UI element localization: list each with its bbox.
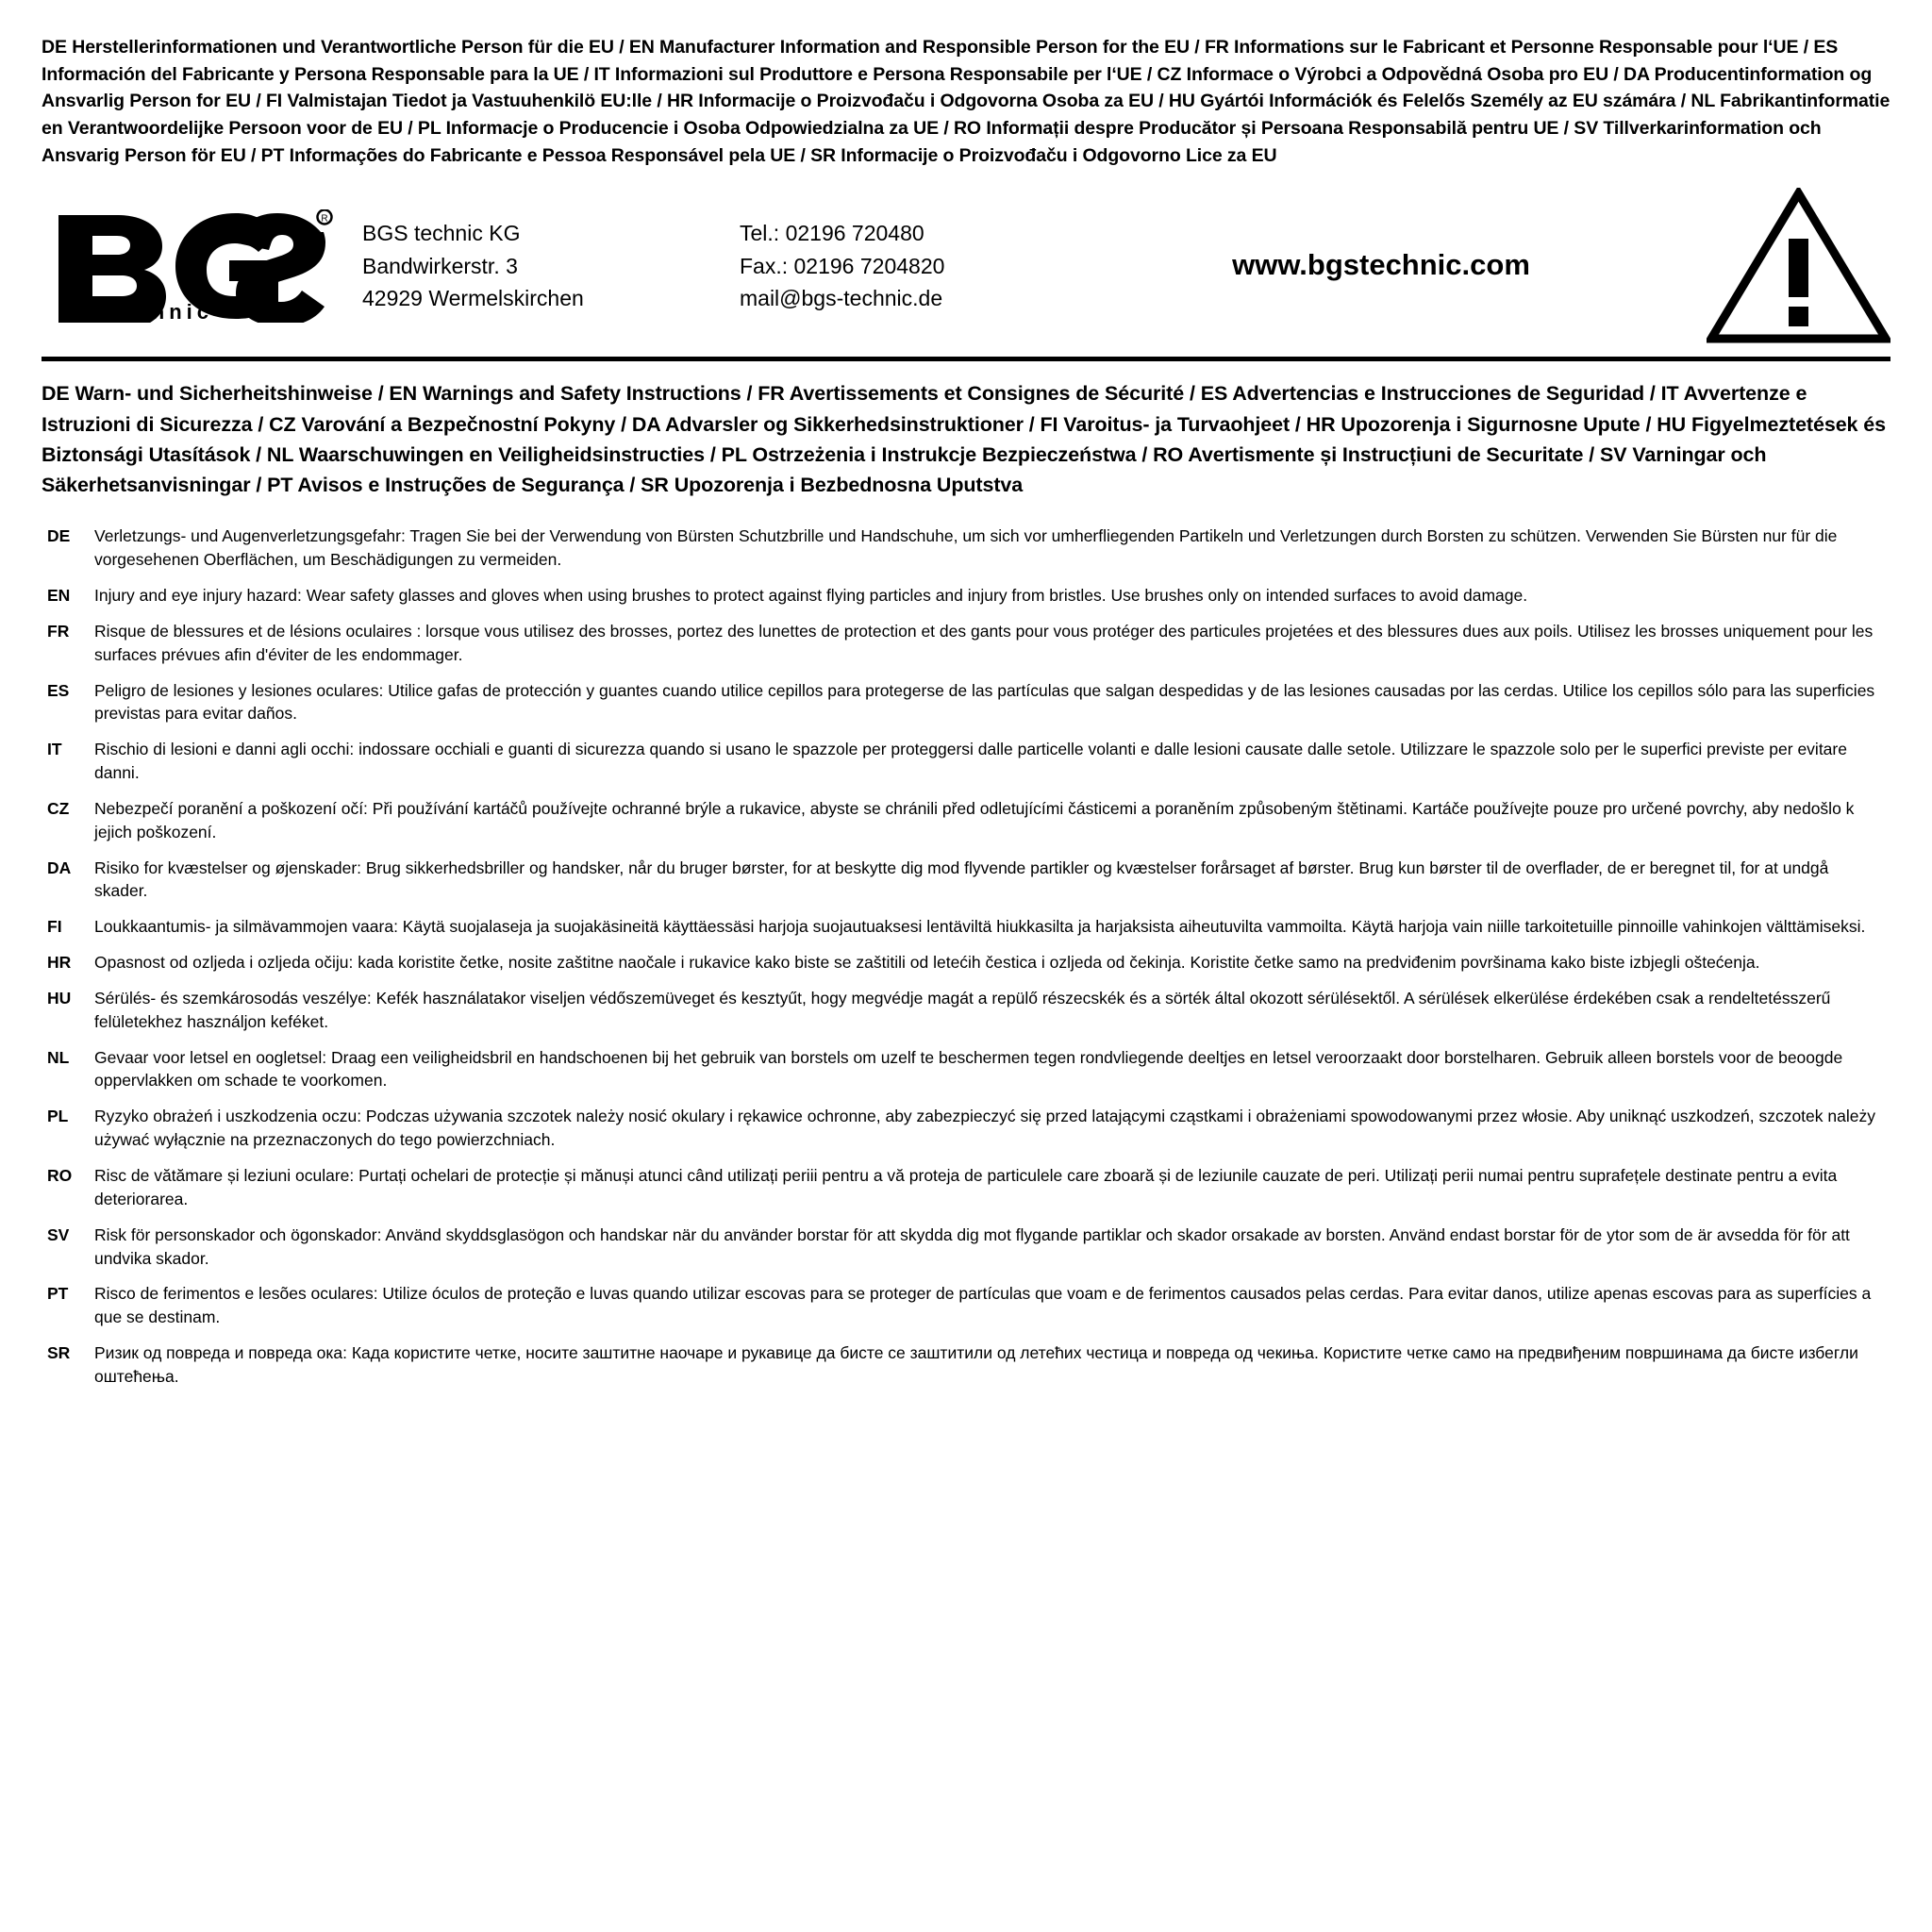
list-item bbox=[42, 797, 1890, 844]
list-item bbox=[42, 1282, 1890, 1329]
list-item bbox=[42, 620, 1890, 667]
language-code: ES bbox=[47, 680, 70, 700]
svg-text:technic: technic bbox=[108, 299, 214, 323]
language-text: Ризик од повреда и повреда ока: Када користите четке, носите заштитне наочаре и рукавице да бисте се заштитили од летећих честица и повреда од чекиња. Користите четке само на предвиђеним површинама да бисте избегли оштећења. bbox=[94, 1343, 1858, 1386]
language-text: Injury and eye injury hazard: Wear safety glasses and gloves when using brushes to protect against flying particles and injury from bristles. Use brushes only on intended surfaces to avoid damage. bbox=[94, 585, 1528, 605]
company-fax: Fax.: 02196 7204820 bbox=[740, 253, 945, 278]
company-tel: Tel.: 02196 720480 bbox=[740, 221, 924, 246]
bgs-logo-graphic bbox=[51, 209, 334, 323]
language-code: HR bbox=[47, 953, 72, 973]
language-text: Ryzyko obrażeń i uszkodzenia oczu: Podczas używania szczotek należy nosić okulary i rękawice ochronne, aby zabezpieczyć się przed latającymi cząstkami i obrażeniami spowodowanymi przez włosie. Aby uniknąć uszkodzeń, szczotek należy używać wyłącznie na przeznaczonych do tego powierzchniach. bbox=[94, 1107, 1875, 1150]
registered-trademark-icon bbox=[318, 209, 332, 224]
list-item bbox=[42, 987, 1890, 1034]
list-item bbox=[42, 584, 1890, 608]
list-item bbox=[42, 1164, 1890, 1211]
language-code: HU bbox=[47, 988, 72, 1008]
language-text: Risco de ferimentos e lesões oculares: Utilize óculos de proteção e luvas quando utilizar escovas para se proteger de partículas que voam e de ferimentos causados pelas cerdas. Para evitar danos, utilize apenas escovas para as superfícies a que se destinam. bbox=[94, 1284, 1872, 1327]
language-text: Verletzungs- und Augenverletzungsgefahr: Tragen Sie bei der Verwendung von Bürsten Schutzbrille und Handschuhe, um sich vor umherfliegenden Partikeln und Verletzungen durch Borsten zu schützen. Verwenden Sie Bürsten nur für die vorgesehenen Oberflächen, um Beschädigungen zu vermeiden. bbox=[94, 526, 1838, 570]
company-city: 42929 Wermelskirchen bbox=[362, 286, 584, 311]
list-item bbox=[42, 679, 1890, 726]
language-code: IT bbox=[47, 740, 62, 759]
list-item bbox=[42, 738, 1890, 785]
bgs-logo bbox=[42, 209, 353, 323]
language-code: EN bbox=[47, 585, 71, 605]
language-code: RO bbox=[47, 1166, 73, 1185]
safety-instructions-list bbox=[42, 525, 1890, 1388]
list-item bbox=[42, 857, 1890, 904]
company-address bbox=[362, 217, 740, 315]
warning-triangle-icon bbox=[1692, 188, 1890, 343]
language-text: Risiko for kvæstelser og øjenskader: Brug sikkerhedsbriller og handsker, når du bruger børster, for at beskytte dig mod flyvende partikler og kvæstelser forårsaget af børster. Brug kun børster til de overflader, de er beregnet til, for at undgå skader. bbox=[94, 858, 1829, 901]
language-code: CZ bbox=[47, 798, 70, 818]
language-code: DE bbox=[47, 526, 71, 546]
language-code: FI bbox=[47, 917, 62, 937]
language-text: Opasnost od ozljeda i ozljeda očiju: kada koristite četke, nosite zaštitne naočale i rukavice kako biste se zaštitili od letećih čestica i ozljeda od čekinja. Koristite četke samo na predviđenim površinama kako biste izbjegli oštećenja. bbox=[94, 953, 1760, 973]
language-code: SV bbox=[47, 1224, 70, 1244]
language-code: FR bbox=[47, 621, 70, 641]
svg-text:R: R bbox=[321, 213, 328, 225]
language-text: Rischio di lesioni e danni agli occhi: indossare occhiali e guanti di sicurezza quando si usano le spazzole per proteggersi dalle particelle volanti e dalle lesioni causate dalle setole. Utilizzare le spazzole solo per le superfici previste per evitare danni. bbox=[94, 740, 1847, 783]
company-contact bbox=[740, 217, 1070, 315]
list-item bbox=[42, 915, 1890, 939]
list-item bbox=[42, 1105, 1890, 1152]
company-street: Bandwirkerstr. 3 bbox=[362, 253, 518, 278]
language-text: Risque de blessures et de lésions oculaires : lorsque vous utilisez des brosses, portez des lunettes de protection et des gants pour vous protéger des particules projetées et des blessures dues aux poils. Utilisez les brosses uniquement pour les surfaces prévues afin d'éviter de les endommager. bbox=[94, 621, 1874, 664]
list-item bbox=[42, 525, 1890, 572]
language-code: PT bbox=[47, 1284, 69, 1304]
language-text: Gevaar voor letsel en oogletsel: Draag een veiligheidsbril en handschoenen bij het gebruik van borstels om uzelf te beschermen tegen rondvliegende deeltjes en letsel veroorzaakt door borstelharen. Gebruik alleen borstels voor de beoogde oppervlakken om schade te voorkomen. bbox=[94, 1047, 1843, 1091]
language-text: Risk för personskador och ögonskador: Använd skyddsglasögon och handskar när du använder borstar för att skydda dig mot flygande partiklar och skador orsakade av borsten. Använd endast borstar för de ytor som de är avsedda för för att undvika skador. bbox=[94, 1224, 1850, 1268]
safety-heading: DE Warn- und Sicherheitshinweise / EN Warnings and Safety Instructions / FR Avertissements et Consignes de Sécurité / ES Advertencias e Instrucciones de Seguridad / IT Avvertenze e Istruzioni di Sicurezza / CZ Varování a Bezpečnostní Pokyny / DA Advarsler og Sikkerhedsinstruktioner / FI Varoitus- ja Turvaohjeet / HR Upozorenja i Sigurnosne Upute / HU Figyelmeztetések és Biztonsági Utasítások / NL Waarschuwingen en Veiligheidsinstructies / PL Ostrzeżenia i Instrukcje Bezpieczeństwa / RO Avertismente și Instrucțiuni de Securitate / SV Varningar och Säkerhetsanvisningar / PT Avisos e Instruções de Segurança / SR Upozorenja i Bezbednosna Uputstva bbox=[42, 382, 1887, 497]
language-text: Sérülés- és szemkárosodás veszélye: Kefék használatakor viseljen védőszemüveget és kesztyűt, hogy megvédje magát a repülő részecskék és a sörték által okozott sérülésektől. A sérülések elkerülése érdekében csak a rendeltetésszerű felületekhez használjon keféket. bbox=[94, 988, 1831, 1031]
list-item bbox=[42, 1224, 1890, 1271]
list-item bbox=[42, 1046, 1890, 1093]
language-text: Nebezpečí poranění a poškození očí: Při používání kartáčů používejte ochranné brýle a rukavice, abyste se chránili před odletujícími částicemi a poraněním způsobeným štětinami. Kartáče používejte pouze pro určené povrchy, aby nedošlo k jejich poškození. bbox=[94, 798, 1855, 841]
language-code: DA bbox=[47, 858, 72, 877]
company-name: BGS technic KG bbox=[362, 221, 521, 246]
list-item bbox=[42, 951, 1890, 974]
language-code: SR bbox=[47, 1343, 71, 1363]
language-text: Loukkaantumis- ja silmävammojen vaara: Käytä suojalaseja ja suojakäsineitä käyttäessäsi harjoja suojautuaksesi lentäviltä hiukkasilta ja harjaksista aiheutuvilta vammoilta. Käytä harjoja vain niille tarkoitetuille pinnoille vahinkojen välttämiseksi. bbox=[94, 917, 1866, 937]
page-title: DE Herstellerinformationen und Verantwortliche Person für die EU / EN Manufacturer Information and Responsible Person for the EU / FR Informations sur le Fabricant et Personne Responsable pour l‘UE / ES Información del Fabricante y Persona Responsable para la UE / IT Informazioni sul Produttore e Persona Responsabile per l‘UE / CZ Informace o Výrobci a Odpovědná Osoba pro EU / DA Producentinformation og Ansvarlig Person for EU / FI Valmistajan Tiedot ja Vastuuhenkilö EU:lle / HR Informacije o Proizvođaču i Odgovorna Osoba za EU / HU Gyártói Információk és Felelős Személy az EU számára / NL Fabrikantinformatie en Verantwoordelijke Persoon voor de EU / PL Informacje o Producencie i Osoba Odpowiedzialna za UE / RO Informații despre Producător și Persoana Responsabilă pentru UE / SV Tillverkarinformation och Ansvarig Person för EU / PT Informações do Fabricante e Pessoa Responsável pela UE / SR Informacije o Proizvođaču i Odgovorno Lice za EU bbox=[42, 37, 1890, 166]
list-item bbox=[42, 1341, 1890, 1389]
language-text: Risc de vătămare și leziuni oculare: Purtați ochelari de protecție și mănuși atunci când utilizați periii pentru a vă proteja de particulele care zboară și de leziunile cauzate de peri. Utilizați perii numai pentru suprafețele destinate pentru a evita deteriorarea. bbox=[94, 1166, 1838, 1208]
language-code: PL bbox=[47, 1107, 69, 1126]
language-text: Peligro de lesiones y lesiones oculares: Utilice gafas de protección y guantes cuando utilice cepillos para protegerse de las partículas que salgan despedidas y de las lesiones causadas por las cerdas. Utilice los cepillos sólo para las superficies previstas para evitar daños. bbox=[94, 680, 1875, 724]
manufacturer-band bbox=[42, 188, 1890, 361]
company-website[interactable]: www.bgstechnic.com bbox=[1232, 247, 1530, 281]
company-email[interactable]: mail@bgs-technic.de bbox=[740, 286, 943, 311]
language-code: NL bbox=[47, 1047, 70, 1067]
